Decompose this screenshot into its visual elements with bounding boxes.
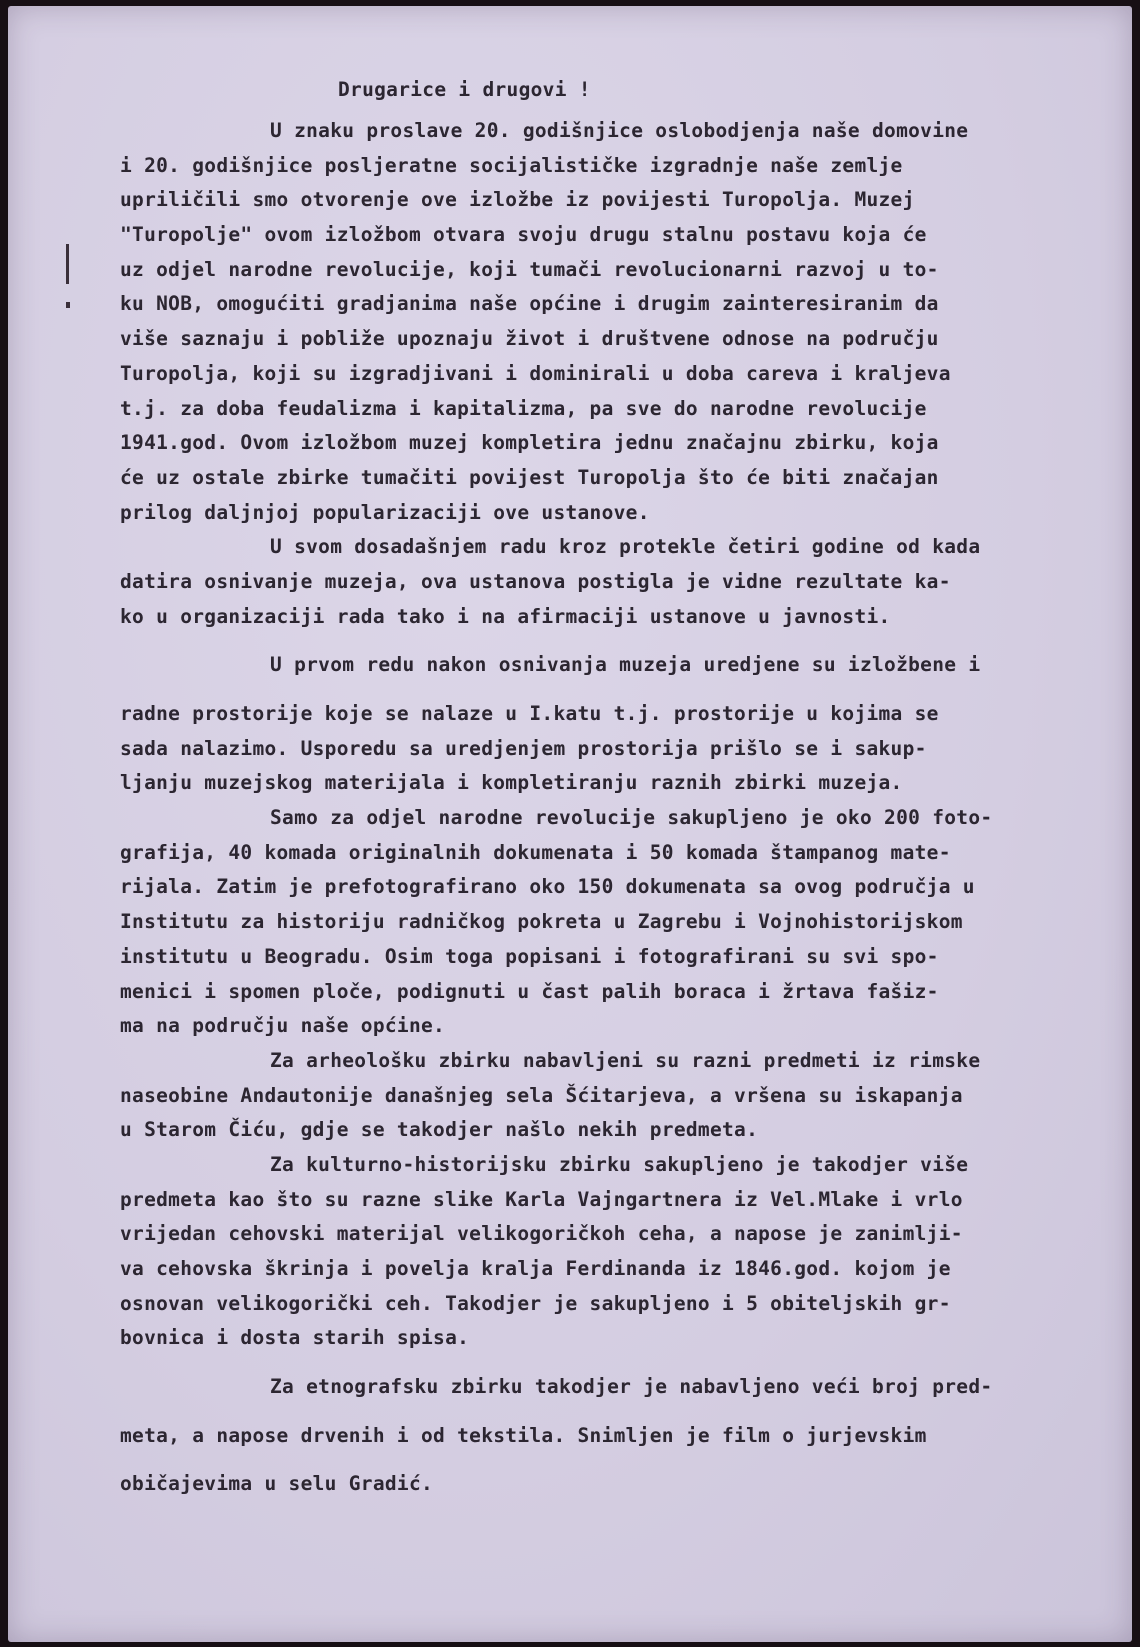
text-line: prilog daljnjoj popularizaciji ove ustanove. [120, 500, 650, 524]
text-line: ko u organizaciji rada tako i na afirmaciji ustanove u javnosti. [120, 604, 891, 628]
text-line: menici i spomen ploče, podignuti u čast palih boraca i žrtava fašiz- [120, 979, 939, 1003]
text-line: Za kulturno-historijsku zbirku sakupljeno je takodjer više [270, 1152, 969, 1176]
text-line: više saznaju i pobliže upoznaju život i društvene odnose na području [120, 327, 939, 351]
text-line: va cehovska škrinja i povelja kralja Ferdinanda iz 1846.god. kojom je [120, 1257, 951, 1280]
text-line: Institutu za historiju radničkog pokreta u Zagrebu i Vojnohistorijskom [120, 910, 963, 934]
text-line: Za arheološku zbirku nabavljeni su razni predmeti iz rimske [270, 1048, 981, 1072]
text-line: predmeta kao što su razne slike Karla Vajngartnera iz Vel.Mlake i vrlo [120, 1187, 963, 1211]
text-line: i 20. godišnjice posljeratne socijalističke izgradnje naše zemlje [120, 153, 903, 177]
text-line: 1941.god. Ovom izložbom muzej kompletira jednu značajnu zbirku, koja [120, 431, 939, 455]
margin-mark-dot [66, 302, 70, 308]
text-line: U svom dosadašnjem radu kroz protekle četiri godine od kada [270, 535, 981, 559]
text-line: Za etnografsku zbirku takodjer je nabavljeno veći broj pred- [270, 1375, 993, 1399]
text-line: t.j. za doba feudalizma i kapitalizma, pa sve do narodne revolucije [120, 396, 927, 420]
text-line: osnovan velikogorički ceh. Takodjer je sakupljeno i 5 obiteljskih gr- [120, 1291, 951, 1315]
document-page [8, 6, 1132, 1642]
text-line: Samo za odjel narodne revolucije sakupljeno je oko 200 foto- [270, 806, 993, 830]
document-body [120, 114, 1130, 1502]
text-line: institutu u Beogradu. Osim toga popisani i fotografirani su svi spo- [120, 944, 939, 968]
text-line: ljanju muzejskog materijala i kompletiranju raznih zbirki muzeja. [120, 771, 903, 795]
text-line: grafija, 40 komada originalnih dokumenata i 50 komada štampanog mate- [120, 840, 951, 864]
greeting: Drugarice i drugovi ! [338, 78, 591, 101]
text-line: naseobine Andautonije današnjeg sela Šćitarjeva, a vršena su iskapanja [120, 1083, 963, 1107]
text-line: radne prostorije koje se nalaze u I.katu t.j. prostorije u kojima se [120, 702, 939, 725]
text-line: sada nalazimo. Usporedu sa uredjenjem prostorija prišlo se i sakup- [120, 736, 927, 760]
text-line: datira osnivanje muzeja, ova ustanova postigla je vidne rezultate ka- [120, 569, 951, 593]
text-line: bovnica i dosta starih spisa. [120, 1326, 470, 1350]
text-line: ma na području naše općine. [120, 1014, 446, 1038]
text-line: rijala. Zatim je prefotografirano oko 150 dokumenata sa ovog područja u [120, 875, 975, 899]
text-line: upriličili smo otvorenje ove izložbe iz povijesti Turopolja. Muzej [120, 188, 915, 212]
text-line: uz odjel narodne revolucije, koji tumači revolucionarni razvoj u to- [120, 257, 939, 281]
text-line: meta, a napose drvenih i od tekstila. Snimljen je film o jurjevskim [120, 1423, 927, 1447]
text-line: ku NOB, omogućiti gradjanima naše općine i drugim zainteresiranim da [120, 292, 939, 316]
text-line: vrijedan cehovski materijal velikogoričkoh ceha, a napose je zanimlji- [120, 1222, 963, 1246]
text-line: "Turopolje" ovom izložbom otvara svoju drugu stalnu postavu koja će [120, 223, 927, 247]
text-line: Turopolja, koji su izgradjivani i dominirali u doba careva i kraljeva [120, 361, 951, 385]
text-line: običajevima u selu Gradić. [120, 1472, 434, 1496]
text-line: U znaku proslave 20. godišnjice oslobodjenja naše domovine [270, 119, 969, 142]
text-line: će uz ostale zbirke tumačiti povijest Turopolja što će biti značajan [120, 465, 939, 489]
text-line: U prvom redu nakon osnivanja muzeja uredjene su izložbene i [270, 653, 981, 677]
margin-mark [66, 244, 69, 284]
text-line: u Starom Čiću, gdje se takodjer našlo nekih predmeta. [120, 1118, 759, 1142]
